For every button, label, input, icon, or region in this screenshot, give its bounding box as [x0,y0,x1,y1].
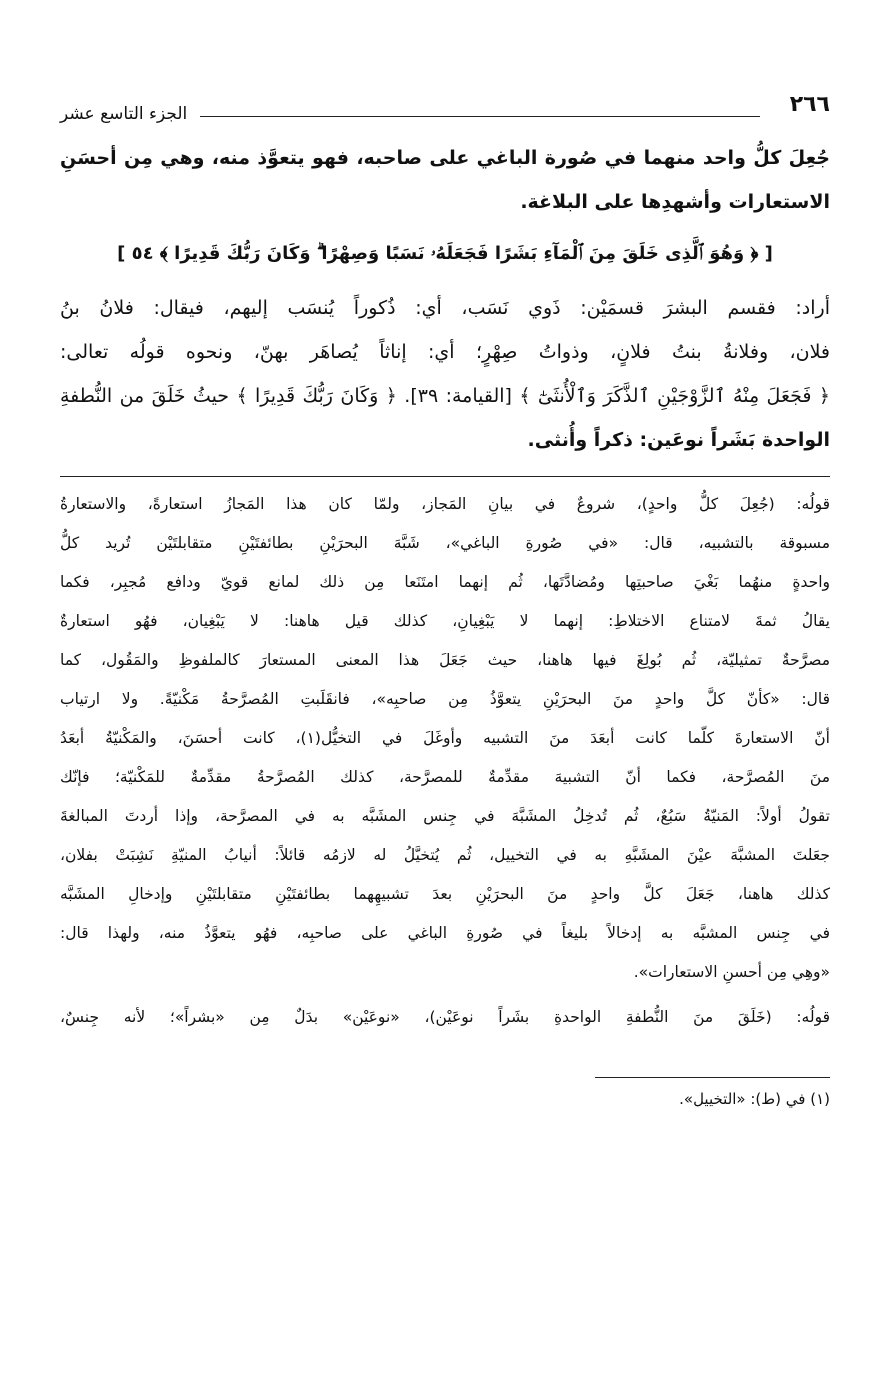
commentary-line: واحدةٍ منهُما بَغْيَ صاحبتِها ومُضادَّتَها، ثُم إنهما امتَنَعا مِن ذلك لمانع قويّ ودافع مُجبِر، فكما [60,573,830,591]
main-text-line: جُعِلَ كلُّ واحد منهما في صُورة الباغي على صاحبه، فهو يتعوَّذ منه، وهي مِن أحسَنِ [60,147,830,169]
commentary-line: يقالُ ثمةَ لامتناع الاختلاطِ: إنهما لا يَبْغِيانِ، كذلك قيل هاهنا: لا يَبْغِيان، فهُو استعارةٌ [60,612,830,630]
explanation-line: فلان، وفلانةُ بنتُ فلانٍ، وذواتُ صِهْرٍ؛ أي: إناثاً يُصاهَر بهنّ، ونحوه قولُه تعالى: [60,341,830,363]
commentary-line: كذلك هاهنا، جَعَلَ كلَّ واحدٍ منَ البحرَيْنِ بعدَ تشبيهِهما بطائفتَيْنِ متقابلتَيْنِ وإدخالِ المشَبَّه [60,885,830,903]
explanation-line: الواحدة بَشَراً نوعَين: ذكراً وأُنثى. [527,429,830,451]
quran-verse: [ ﴿ وَهُوَ ٱلَّذِى خَلَقَ مِنَ ٱلْمَآءِ بَشَرًا فَجَعَلَهُۥ نَسَبًا وَصِهْرًا ۗ وَكَانَ رَبُّكَ قَدِيرًا ﴾ ٥٤ ] [117,243,773,264]
footnote: (١) في (ط): «التخييل». [679,1090,830,1108]
commentary-line: مسبوقة بالتشبيه، قال: «في صُورةِ الباغي»، شَبَّهَ البحرَيْنِ بطائفتَيْنِ متقابلتَيْن تُريد كلُّ [60,534,830,552]
footnote-divider [595,1077,830,1078]
commentary-line: قال: «كأنّ كلَّ واحدٍ منَ البحرَيْنِ يتعوَّذُ مِن صاحبِه»، فانقَلَبتِ المُصرَّحةُ مَكْنيّةً. ولا ارتياب [60,690,830,708]
section-divider [60,476,830,477]
page-number: ٢٦٦ [789,92,830,117]
main-text-line: الاستعارات وأشهدِها على البلاغة. [520,191,830,213]
page-header [60,92,830,136]
commentary-line: «وهِي مِن أحسنِ الاستعارات». [633,963,830,981]
commentary-line: مصرَّحةٌ تمثيليّة، ثُم بُولِغَ فيها هاهنا، حيث جَعَلَ هذا المعنى المستعارَ كالملفوظِ والمَقُول، كما [60,651,830,669]
commentary-line: أنّ الاستعارةَ كلّما كانت أبعَدَ منَ التشبيه وأوغَلَ في التخيُّل(١)، كانت أحسَنَ، والمَكْنيّةُ أبعَدُ [60,729,830,747]
header-rule [200,116,760,117]
commentary-line: تقولُ أولاً: المَنيّةُ سَبُعٌ، ثُم تُدخِلُ المشَبَّهَ في جِنس المشَبَّه به في المصرَّحة، وإذا أردتَ المبالغةَ [60,807,830,825]
explanation-line: ﴿ فَجَعَلَ مِنْهُ ٱلزَّوْجَيْنِ ٱلذَّكَرَ وَٱلْأُنثَىٰٓ ﴾ [القيامة: ٣٩]. ﴿ وَكَانَ رَبُّكَ قَدِيرًا ﴾ حيثُ خَلَقَ من النُّطفةِ [60,385,830,407]
commentary-line: قولُه: (خَلَقَ منَ النُّطفةِ الواحدةِ بشَراً نوعَيْن)، «نوعَيْن» بدَلٌ مِن «بشراً»؛ لأنه جِنسٌ، [60,1008,830,1026]
commentary-line: في جِنس المشبَّه به إدخالاً بليغاً في صُورةِ الباغي على صاحبِه، فهُو يتعوَّذُ منه، ولهذا قال: [60,924,830,942]
commentary-line: منَ المُصرَّحة، فكما أنّ التشبيهَ مقدِّمةٌ للمصرَّحة، كذلك المُصرَّحةُ مقدِّمةٌ للمَكْنيّة؛ فإنّك [60,768,830,786]
commentary-line: قولُه: (جُعِلَ كلُّ واحدٍ)، شروعٌ في بيانِ المَجاز، ولمّا كان هذا المَجازُ استعارةً، والاستعارةُ [60,495,830,513]
part-title: الجزء التاسع عشر [60,104,188,124]
explanation-line: أراد: فقسم البشرَ قسمَيْن: ذَوي نَسَب، أي: ذُكوراً يُنسَب إليهم، فيقال: فلانُ بنُ [60,297,830,319]
commentary-line: جعَلتَ المشبَّهَ عيْنَ المشَبَّهِ به في التخييل، ثُم يُتخيَّلُ له لازمُه قائلاً: أنيابُ المنيّةِ نَشِبَتْ بفلان، [60,846,830,864]
